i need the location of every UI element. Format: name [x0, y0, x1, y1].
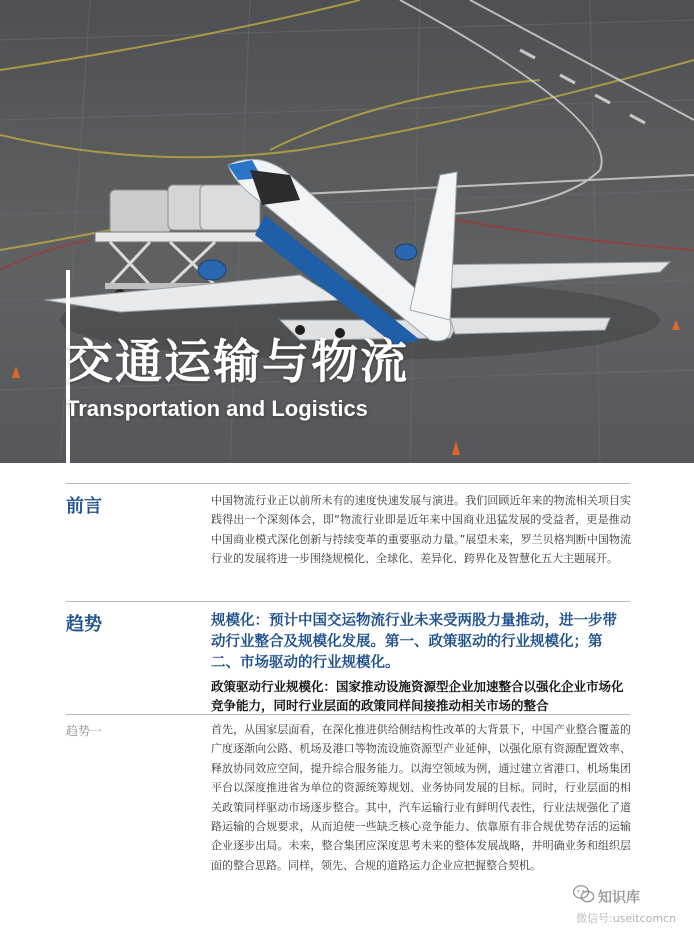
trend-one-paragraph: 首先，从国家层面看，在深化推进供给侧结构性改革的大背景下，中国产业整合覆盖的广度逐渐向公路、机场及港口等物流设施资源型产业延伸，以强化原有资源配置效率、释放协同效应空间，提升综合服务能力。以海空领域为例，通过建立省港口、机场集团平台以深度推进省为单位的资源统筹规划、业务协同发展的目标。同时，行业层面的相关政策同样驱动市场逐步整合。其中，汽车运输行业有鲜明代表性，行业法规强化了道路运输的合规要求，从而迫使一些缺乏核心竞争能力、依靠原有非合规优势存活的运输企业逐步出局。未来，整合集团应深度思考未来的整体发展战略，并明确业务和组织层面的整合思路。同样，领先、合规的道路运力企业应把握整合契机。 — [211, 723, 631, 872]
page-title-english: Transportation and Logistics — [66, 396, 368, 421]
trends-top-divider — [66, 601, 630, 602]
preface-paragraph: 中国物流行业正以前所未有的速度快速发展与演进。我们回顾近年来的物流相关项目实践得出一个深刻体会，即“物流行业即是近年来中国商业迅猛发展的受益者，更是推动中国商业模式深化创新与持续变革的重要驱动力量。”展望未来，罗兰贝格判断中国物流行业的发展将进一步围绕规模化、全球化、差异化、跨界化及智慧化五大主题展开。 — [211, 494, 631, 566]
trend-one-subheading: 政策驱动行业规模化：国家推动设施资源型企业加速整合以强化企业市场化竞争能力，同时行业层面的政策同样间接推动相关市场的整合 — [211, 679, 624, 713]
preface-top-divider — [66, 483, 630, 484]
hero-photo — [0, 0, 694, 463]
watermark-brand: 知识库 — [598, 890, 640, 906]
preface-heading: 前言 — [66, 496, 102, 517]
watermark-wechat-id: 微信号:useitcomcn — [576, 912, 677, 925]
wechat-icon — [573, 884, 595, 904]
trend-one-divider — [66, 714, 630, 715]
trend-one-label: 趋势一 — [66, 724, 103, 738]
trends-heading: 趋势 — [66, 614, 102, 635]
page-title-chinese: 交通运输与物流 — [66, 335, 409, 390]
trends-lead-statement: 规模化：预计中国交运物流行业未来受两股力量推动，进一步带动行业整合及规模化发展。第一、政策驱动的行业规模化；第二、市场驱动的行业规模化。 — [211, 613, 617, 671]
